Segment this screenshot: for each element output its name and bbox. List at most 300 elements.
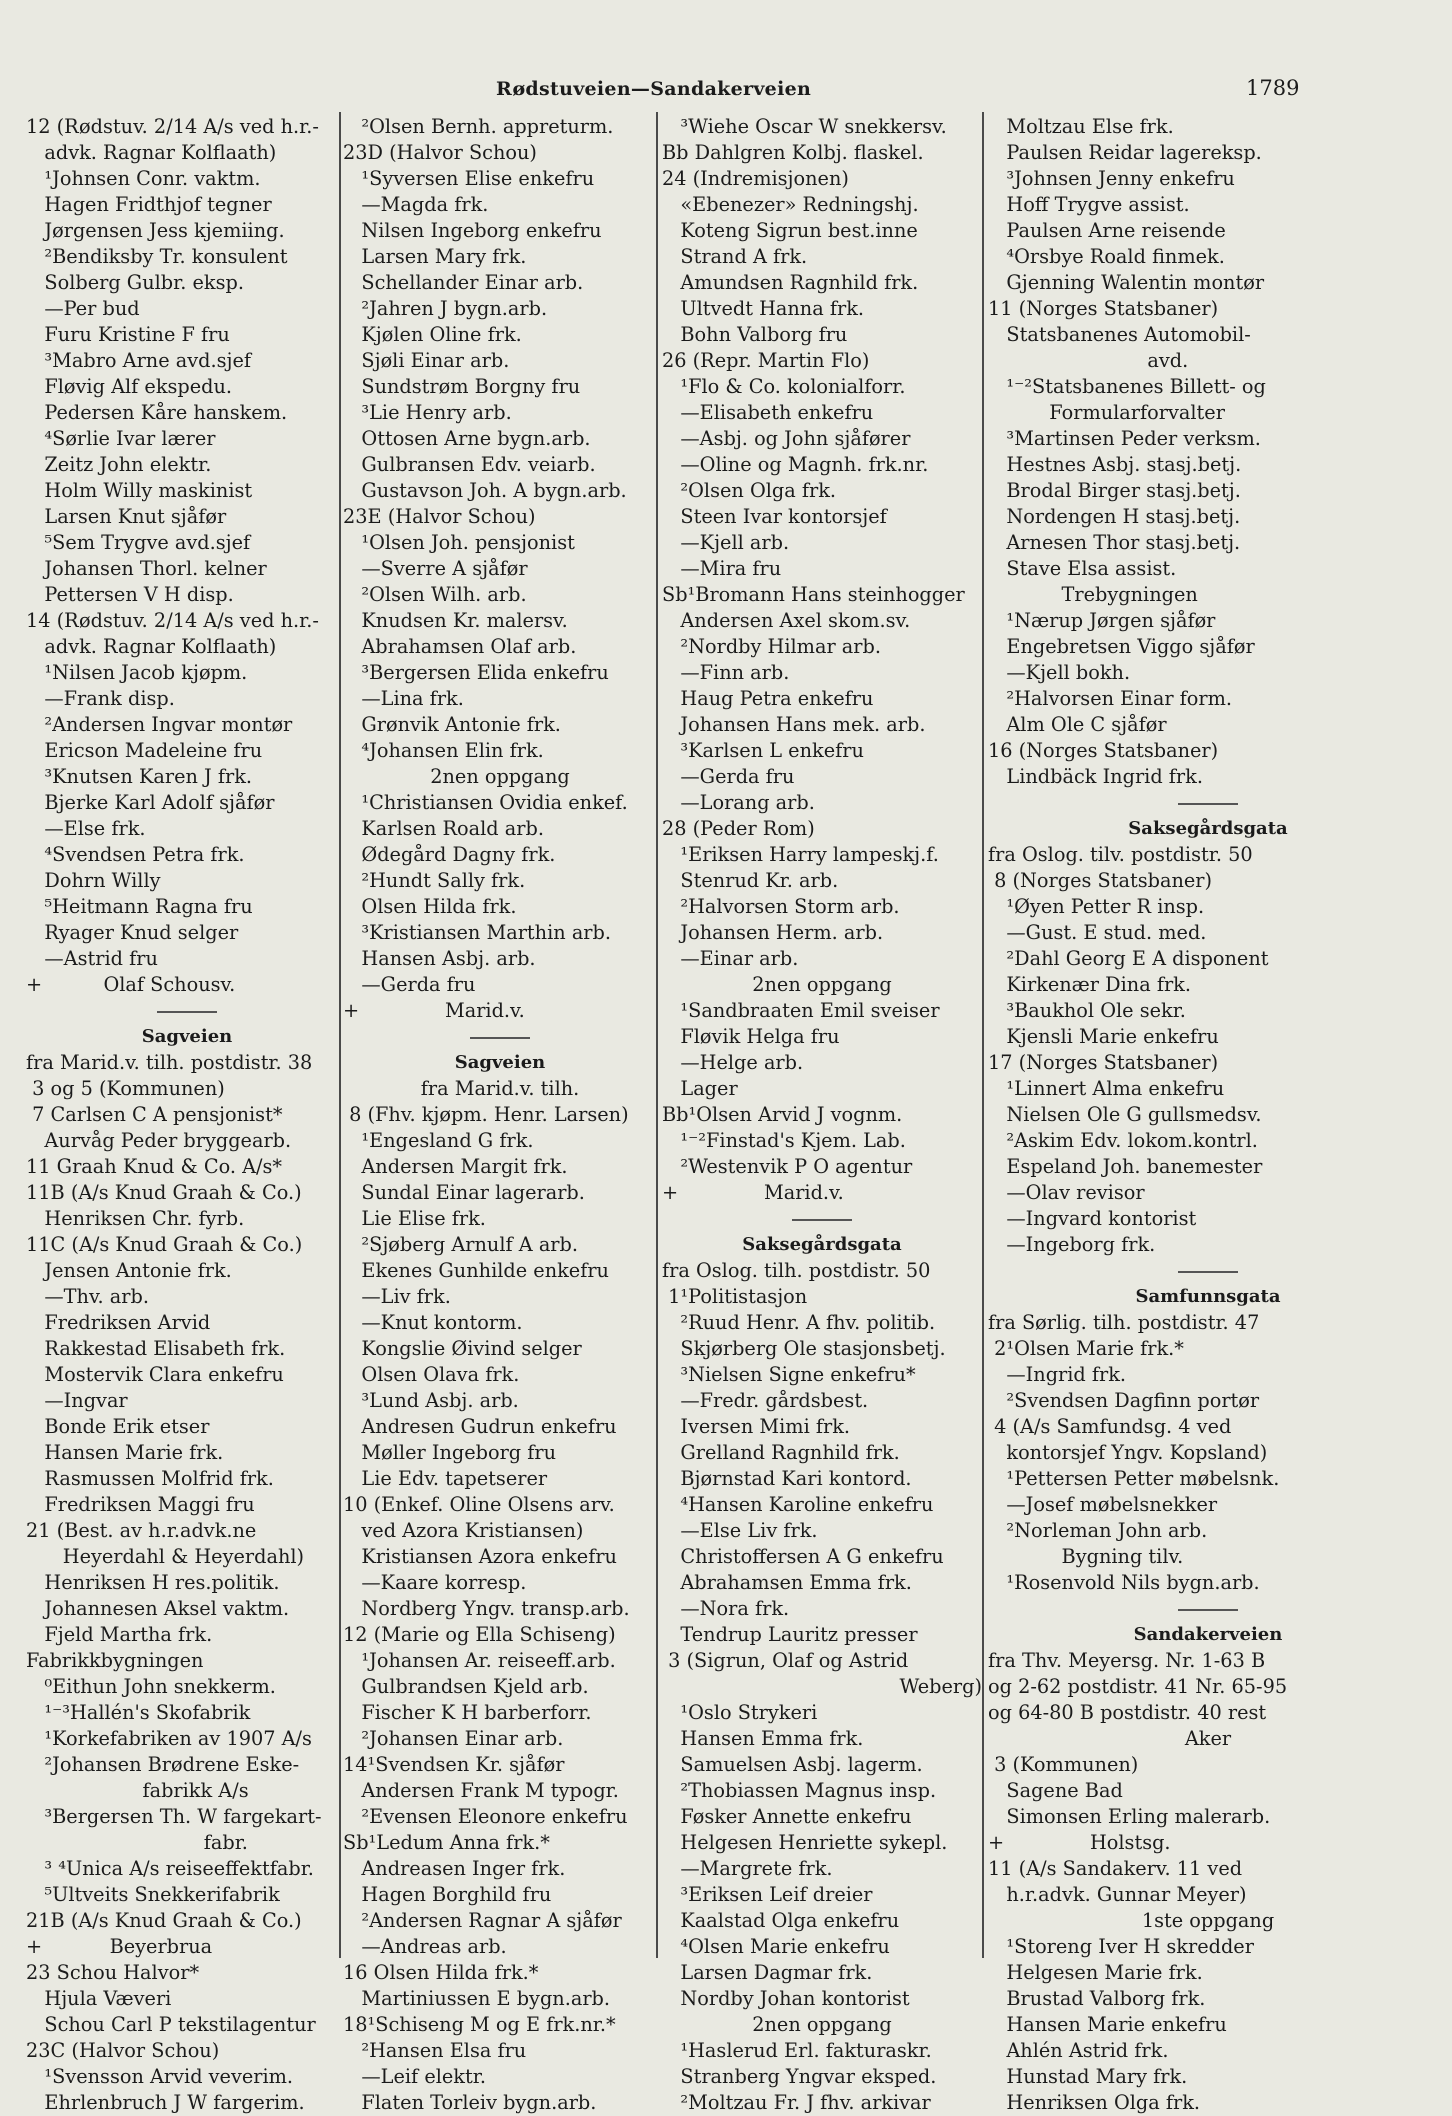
directory-entry: ³Kristiansen Marthin arb.: [343, 921, 611, 944]
directory-entry: —Else frk.: [26, 817, 146, 840]
directory-entry: Arnesen Thor stasj.betj.: [988, 531, 1241, 554]
directory-entry: Furu Kristine F fru: [26, 323, 230, 346]
directory-entry: og 2-62 postdistr. 41 Nr. 65-95: [988, 1675, 1288, 1698]
directory-entry: Haug Petra enkefru: [662, 687, 874, 710]
directory-entry: —Sverre A sjåfør: [343, 557, 528, 580]
directory-entry: Føsker Annette enkefru: [662, 1805, 912, 1828]
street-heading: Sagveien: [454, 1052, 546, 1073]
directory-entry: —Ingvard kontorist: [988, 1207, 1197, 1230]
directory-entry: Stave Elsa assist.: [988, 557, 1177, 580]
directory-entry: Andersen Margit frk.: [343, 1155, 568, 1178]
directory-entry: —Ingvar: [26, 1389, 128, 1412]
directory-entry: ¹⁻²Statsbanenes Billett- og: [988, 375, 1266, 398]
directory-entry: 17 (Norges Statsbaner): [988, 1051, 1219, 1074]
directory-entry: 11 Graah Knud & Co. A/s*: [26, 1155, 283, 1178]
directory-entry: ¹Syversen Elise enkefru: [343, 167, 595, 190]
directory-entry: ²Moltzau Fr. J fhv. arkivar: [662, 2091, 931, 2114]
directory-entry: Gustavson Joh. A bygn.arb.: [343, 479, 627, 502]
directory-entry: Hansen Emma frk.: [662, 1727, 864, 1750]
directory-entry: 21B (A/s Knud Graah & Co.): [26, 1909, 302, 1932]
directory-entry: Koteng Sigrun best.inne: [662, 219, 918, 242]
directory-entry: ¹Johnsen Conr. vaktm.: [26, 167, 261, 190]
directory-entry: Hagen Borghild fru: [343, 1883, 552, 1906]
directory-entry: 2¹Olsen Marie frk.*: [988, 1337, 1184, 1360]
directory-entry: Ottosen Arne bygn.arb.: [343, 427, 591, 450]
directory-entry: ⁰Eithun John snekkerm.: [26, 1675, 276, 1698]
section-divider: [988, 1596, 1428, 1622]
directory-entry: 12 (Rødstuv. 2/14 A/s ved h.r.-: [26, 115, 319, 138]
directory-entry: Fredriksen Arvid: [26, 1311, 211, 1334]
directory-entry: Sagene Bad: [988, 1779, 1123, 1802]
directory-entry: Fjeld Martha frk.: [26, 1623, 213, 1646]
directory-entry: 23E (Halvor Schou): [343, 505, 536, 528]
directory-entry: Bb Dahlgren Kolbj. flaskel.: [662, 141, 924, 164]
directory-entry: Helgesen Marie frk.: [988, 1961, 1203, 1984]
street-heading: Sandakerveien: [1133, 1624, 1283, 1645]
section-divider: [343, 1024, 657, 1050]
directory-entry: ²Jahren J bygn.arb.: [343, 297, 548, 320]
directory-entry: —Kaare korresp.: [343, 1571, 527, 1594]
directory-entry: —Ingeborg frk.: [988, 1233, 1156, 1256]
directory-entry: Statsbanenes Automobil-: [988, 323, 1251, 346]
directory-entry: —Gust. E stud. med.: [988, 921, 1207, 944]
directory-entry: ³Bergersen Th. W fargekart-: [26, 1805, 322, 1828]
directory-entry: 3 og 5 (Kommunen): [26, 1077, 225, 1100]
directory-entry: ⁴Orsbye Roald finmek.: [988, 245, 1225, 268]
directory-entry: Andersen Axel skom.sv.: [662, 609, 911, 632]
directory-entry: ²Hansen Elsa fru: [343, 2039, 527, 2062]
directory-entry: 18¹Schiseng M og E frk.nr.*: [343, 2013, 616, 2036]
directory-entry: ²Halvorsen Storm arb.: [662, 895, 900, 918]
directory-entry: —Nora frk.: [662, 1597, 790, 1620]
directory-entry: Trebygningen: [988, 583, 1198, 606]
directory-column-1: [26, 114, 348, 2116]
directory-entry: Gjenning Walentin montør: [988, 271, 1265, 294]
directory-entry: ¹Pettersen Petter møbelsnk.: [988, 1467, 1280, 1490]
directory-entry: Lie Elise frk.: [343, 1207, 486, 1230]
directory-entry: 11 (A/s Sandakerv. 11 ved: [988, 1857, 1243, 1880]
directory-entry: Brustad Valborg frk.: [988, 1987, 1206, 2010]
directory-entry: ¹Øyen Petter R insp.: [988, 895, 1205, 918]
directory-entry: ⁴Sørlie Ivar lærer: [26, 427, 216, 450]
directory-entry: 28 (Peder Rom): [662, 817, 815, 840]
directory-entry: ¹Nærup Jørgen sjåfør: [988, 609, 1216, 632]
directory-entry: —Olav revisor: [988, 1181, 1145, 1204]
directory-entry: Hestnes Asbj. stasj.betj.: [988, 453, 1242, 476]
directory-entry: og 64-80 B postdistr. 40 rest: [988, 1701, 1267, 1724]
directory-entry: Aker: [1184, 1727, 1232, 1750]
column-divider: [982, 112, 984, 1958]
street-heading: Saksegårdsgata: [742, 1234, 902, 1255]
directory-entry: Gulbrandsen Kjeld arb.: [343, 1675, 589, 1698]
directory-entry: ³Martinsen Peder verksm.: [988, 427, 1261, 450]
section-divider: [988, 1258, 1428, 1284]
directory-entry: —Fredr. gårdsbest.: [662, 1389, 869, 1412]
directory-entry: ⁵Ultveits Snekkerifabrik: [26, 1883, 280, 1906]
directory-entry: Ehrlenbruch J W fargerim.: [26, 2091, 305, 2114]
directory-entry: Grønvik Antonie frk.: [343, 713, 561, 736]
directory-entry: Moltzau Else frk.: [988, 115, 1174, 138]
directory-entry: Fløvik Helga fru: [662, 1025, 840, 1048]
directory-entry: Stenrud Kr. arb.: [662, 869, 839, 892]
directory-column-3: [662, 114, 982, 2116]
directory-entry: ²Norleman John arb.: [988, 1519, 1208, 1542]
directory-entry: Stranberg Yngvar eksped.: [662, 2065, 937, 2088]
directory-entry: Kjølen Oline frk.: [343, 323, 522, 346]
directory-entry: Pedersen Kåre hanskem.: [26, 401, 288, 424]
directory-entry: Mostervik Clara enkefru: [26, 1363, 284, 1386]
directory-entry: Heyerdahl & Heyerdahl): [26, 1545, 305, 1568]
directory-entry: Kristiansen Azora enkefru: [343, 1545, 617, 1568]
directory-entry: ²Svendsen Dagfinn portør: [988, 1389, 1260, 1412]
directory-entry: ³Lie Henry arb.: [343, 401, 512, 424]
directory-entry: ²Olsen Wilh. arb.: [343, 583, 527, 606]
directory-entry: Kirkenær Dina frk.: [988, 973, 1191, 996]
directory-entry: Grelland Ragnhild frk.: [662, 1441, 900, 1464]
directory-entry: 4 (A/s Samfundsg. 4 ved: [988, 1415, 1232, 1438]
directory-entry: Andersen Frank M typogr.: [343, 1779, 619, 1802]
directory-entry: Henriksen H res.politik.: [26, 1571, 280, 1594]
directory-entry: —Magda frk.: [343, 193, 489, 216]
directory-entry: ²Askim Edv. lokom.kontrl.: [988, 1129, 1258, 1152]
directory-entry: Formularforvalter: [988, 401, 1225, 424]
directory-entry: Solberg Gulbr. eksp.: [26, 271, 244, 294]
directory-entry: Tendrup Lauritz presser: [662, 1623, 918, 1646]
directory-entry: ²Halvorsen Einar form.: [988, 687, 1233, 710]
directory-entry: Ericson Madeleine fru: [26, 739, 263, 762]
directory-entry: —Asbj. og John sjåfører: [662, 427, 911, 450]
directory-entry: Simonsen Erling malerarb.: [988, 1805, 1271, 1828]
directory-entry: ³Wiehe Oscar W snekkersv.: [662, 115, 947, 138]
directory-entry: ²Dahl Georg E A disponent: [988, 947, 1269, 970]
section-divider: [26, 998, 348, 1024]
directory-entry: ⁵Sem Trygve avd.sjef: [26, 531, 251, 554]
directory-entry: ¹⁻²Finstad's Kjem. Lab.: [662, 1129, 906, 1152]
directory-entry: ³Bergersen Elida enkefru: [343, 661, 609, 684]
directory-entry: —Gerda fru: [343, 973, 476, 996]
directory-entry: Ødegård Dagny frk.: [343, 843, 556, 866]
directory-entry: ¹⁻³Hallén's Skofabrik: [26, 1701, 251, 1724]
directory-entry: Nordengen H stasj.betj.: [988, 505, 1241, 528]
directory-entry: Strand A frk.: [662, 245, 808, 268]
directory-entry: fabrikk A/s: [26, 1779, 249, 1802]
directory-entry: Hunstad Mary frk.: [988, 2065, 1188, 2088]
directory-entry: Flaten Torleiv bygn.arb.: [343, 2091, 597, 2114]
directory-entry: + Marid.v.: [343, 999, 525, 1022]
directory-entry: Holm Willy maskinist: [26, 479, 253, 502]
directory-entry: Sjøli Einar arb.: [343, 349, 510, 372]
directory-entry: Kaalstad Olga enkefru: [662, 1909, 900, 1932]
section-divider: [988, 790, 1428, 816]
directory-entry: Bohn Valborg fru: [662, 323, 848, 346]
directory-entry: ²Nordby Hilmar arb.: [662, 635, 881, 658]
directory-entry: ¹Nilsen Jacob kjøpm.: [26, 661, 248, 684]
directory-entry: + Beyerbrua: [26, 1935, 213, 1958]
directory-entry: ¹Sandbraaten Emil sveiser: [662, 999, 940, 1022]
directory-entry: ²Andersen Ingvar montør: [26, 713, 293, 736]
street-heading: Samfunnsgata: [1135, 1286, 1281, 1307]
directory-entry: Møller Ingeborg fru: [343, 1441, 557, 1464]
directory-entry: advk. Ragnar Kolflaath): [26, 141, 277, 164]
directory-entry: Lindbäck Ingrid frk.: [988, 765, 1203, 788]
directory-entry: ³ ⁴Unica A/s reiseeffektfabr.: [26, 1857, 314, 1880]
directory-entry: ²Olsen Olga frk.: [662, 479, 837, 502]
directory-entry: + Olaf Schousv.: [26, 973, 236, 996]
directory-entry: Bonde Erik etser: [26, 1415, 210, 1438]
directory-entry: —Leif elektr.: [343, 2065, 486, 2088]
directory-entry: Rasmussen Molfrid frk.: [26, 1467, 274, 1490]
directory-entry: 1ste oppgang: [1141, 1909, 1275, 1932]
directory-entry: Ekenes Gunhilde enkefru: [343, 1259, 609, 1282]
directory-entry: Nielsen Ole G gullsmedsv.: [988, 1103, 1262, 1126]
directory-entry: «Ebenezer» Redningshj.: [662, 193, 919, 216]
directory-entry: ¹Rosenvold Nils bygn.arb.: [988, 1571, 1260, 1594]
directory-entry: Nordby Johan kontorist: [662, 1987, 910, 2010]
directory-entry: Nilsen Ingeborg enkefru: [343, 219, 602, 242]
directory-entry: ²Westenvik P O agentur: [662, 1155, 913, 1178]
directory-entry: ³Nielsen Signe enkefru*: [662, 1363, 916, 1386]
directory-entry: 11 (Norges Statsbaner): [988, 297, 1219, 320]
directory-column-4: [988, 114, 1428, 2116]
directory-entry: Lager: [662, 1077, 738, 1100]
directory-entry: ¹Linnert Alma enkefru: [988, 1077, 1225, 1100]
directory-entry: Engebretsen Viggo sjåfør: [988, 635, 1255, 658]
directory-entry: Gulbransen Edv. veiarb.: [343, 453, 596, 476]
directory-entry: —Einar arb.: [662, 947, 799, 970]
directory-entry: Bjørnstad Kari kontord.: [662, 1467, 912, 1490]
directory-entry: Fischer K H barberforr.: [343, 1701, 592, 1724]
directory-entry: Johansen Herm. arb.: [662, 921, 884, 944]
directory-entry: Paulsen Arne reisende: [988, 219, 1226, 242]
directory-entry: Paulsen Reidar lagereksp.: [988, 141, 1262, 164]
directory-entry: —Astrid fru: [26, 947, 158, 970]
directory-entry: —Finn arb.: [662, 661, 790, 684]
directory-entry: ²Johansen Brødrene Eske-: [26, 1753, 300, 1776]
directory-entry: ved Azora Kristiansen): [343, 1519, 584, 1542]
page-header: [0, 78, 1452, 108]
directory-entry: ³Lund Asbj. arb.: [343, 1389, 519, 1412]
directory-entry: Larsen Knut sjåfør: [26, 505, 227, 528]
directory-entry: Ryager Knud selger: [26, 921, 239, 944]
directory-entry: ²Johansen Einar arb.: [343, 1727, 564, 1750]
directory-entry: —Lorang arb.: [662, 791, 815, 814]
directory-entry: fra Oslog. tilv. postdistr. 50: [988, 843, 1253, 866]
directory-entry: Larsen Dagmar frk.: [662, 1961, 873, 1984]
directory-entry: —Else Liv frk.: [662, 1519, 818, 1542]
directory-entry: 21 (Best. av h.r.advk.ne: [26, 1519, 257, 1542]
directory-entry: Dohrn Willy: [26, 869, 161, 892]
directory-entry: Kongslie Øivind selger: [343, 1337, 582, 1360]
directory-entry: ²Hundt Sally frk.: [343, 869, 526, 892]
page-number: 1789: [1246, 76, 1300, 100]
directory-entry: Ultvedt Hanna frk.: [662, 297, 865, 320]
directory-entry: —Frank disp.: [26, 687, 175, 710]
directory-entry: ¹Johansen Ar. reiseeff.arb.: [343, 1649, 616, 1672]
directory-entry: —Liv frk.: [343, 1285, 451, 1308]
directory-entry: 1¹Politistasjon: [662, 1285, 808, 1308]
directory-entry: Nordberg Yngv. transp.arb.: [343, 1597, 630, 1620]
directory-entry: Hansen Marie enkefru: [988, 2013, 1227, 2036]
directory-entry: ²Sjøberg Arnulf A arb.: [343, 1233, 578, 1256]
directory-entry: Sb¹Bromann Hans steinhogger: [662, 583, 965, 606]
directory-entry: Rakkestad Elisabeth frk.: [26, 1337, 286, 1360]
directory-entry: ¹Flo & Co. kolonialforr.: [662, 375, 906, 398]
directory-entry: Schou Carl P tekstilagentur: [26, 2013, 316, 2036]
directory-entry: Bb¹Olsen Arvid J vognm.: [662, 1103, 903, 1126]
directory-entry: Andreasen Inger frk.: [343, 1857, 566, 1880]
directory-entry: Karlsen Roald arb.: [343, 817, 544, 840]
directory-entry: Johansen Thorl. kelner: [26, 557, 267, 580]
street-heading: Sagveien: [141, 1026, 233, 1047]
directory-entry: 3 (Sigrun, Olaf og Astrid: [662, 1649, 909, 1672]
directory-entry: ²Bendiksby Tr. konsulent: [26, 245, 288, 268]
directory-entry: 2nen oppgang: [752, 973, 892, 996]
directory-entry: Henriksen Chr. fyrb.: [26, 1207, 245, 1230]
directory-entry: avd.: [988, 349, 1189, 372]
directory-entry: Kjensli Marie enkefru: [988, 1025, 1219, 1048]
directory-entry: h.r.advk. Gunnar Meyer): [988, 1883, 1247, 1906]
directory-entry: 26 (Repr. Martin Flo): [662, 349, 870, 372]
directory-entry: Fabrikkbygningen: [26, 1649, 204, 1672]
directory-entry: ²Evensen Eleonore enkefru: [343, 1805, 628, 1828]
directory-entry: Espeland Joh. banemester: [988, 1155, 1263, 1178]
directory-entry: Steen Ivar kontorsjef: [662, 505, 887, 528]
directory-entry: + Holstsg.: [988, 1831, 1171, 1854]
directory-entry: ²Thobiassen Magnus insp.: [662, 1779, 937, 1802]
directory-entry: ⁴Olsen Marie enkefru: [662, 1935, 890, 1958]
directory-entry: ¹Korkefabriken av 1907 A/s: [26, 1727, 312, 1750]
directory-entry: 16 Olsen Hilda frk.*: [343, 1961, 539, 1984]
directory-entry: Sb¹Ledum Anna frk.*: [343, 1831, 550, 1854]
directory-entry: + Marid.v.: [662, 1181, 844, 1204]
directory-entry: —Andreas arb.: [343, 1935, 507, 1958]
directory-entry: ¹Olsen Joh. pensjonist: [343, 531, 575, 554]
directory-entry: 23C (Halvor Schou): [26, 2039, 220, 2062]
directory-entry: Zeitz John elektr.: [26, 453, 212, 476]
directory-entry: Lie Edv. tapetserer: [343, 1467, 548, 1490]
directory-entry: —Ingrid frk.: [988, 1363, 1127, 1386]
directory-entry: ¹Eriksen Harry lampeskj.f.: [662, 843, 939, 866]
directory-entry: Henriksen Olga frk.: [988, 2091, 1201, 2114]
directory-entry: ¹Oslo Strykeri: [662, 1701, 818, 1724]
directory-entry: Abrahamsen Olaf arb.: [343, 635, 577, 658]
directory-column-2: [343, 114, 657, 2116]
directory-entry: —Gerda fru: [662, 765, 795, 788]
directory-entry: Hoff Trygve assist.: [988, 193, 1190, 216]
directory-entry: ²Olsen Bernh. appreturm.: [343, 115, 614, 138]
directory-entry: Samuelsen Asbj. lagerm.: [662, 1753, 923, 1776]
directory-entry: Skjørberg Ole stasjonsbetj.: [662, 1337, 946, 1360]
directory-entry: Olsen Hilda frk.: [343, 895, 517, 918]
directory-entry: fra Marid.v. tilh.: [420, 1077, 580, 1100]
directory-entry: 7 Carlsen C A pensjonist*: [26, 1103, 283, 1126]
directory-entry: Sundstrøm Borgny fru: [343, 375, 581, 398]
directory-entry: ⁵Heitmann Ragna fru: [26, 895, 253, 918]
directory-entry: 2nen oppgang: [752, 2013, 892, 2036]
directory-entry: 23D (Halvor Schou): [343, 141, 537, 164]
directory-entry: Iversen Mimi frk.: [662, 1415, 851, 1438]
directory-entry: Schellander Einar arb.: [343, 271, 584, 294]
directory-entry: fra Thv. Meyersg. Nr. 1-63 B: [988, 1649, 1266, 1672]
directory-entry: —Oline og Magnh. frk.nr.: [662, 453, 929, 476]
directory-entry: ²Ruud Henr. A fhv. politib.: [662, 1311, 936, 1334]
directory-entry: —Per bud: [26, 297, 140, 320]
directory-entry: ²Andersen Ragnar A sjåfør: [343, 1909, 622, 1932]
directory-entry: Johannesen Aksel vaktm.: [26, 1597, 290, 1620]
section-divider: [662, 1206, 982, 1232]
directory-entry: Jensen Antonie frk.: [26, 1259, 232, 1282]
directory-entry: ⁴Johansen Elin frk.: [343, 739, 544, 762]
directory-entry: ¹Svensson Arvid veverim.: [26, 2065, 294, 2088]
directory-entry: fra Marid.v. tilh. postdistr. 38: [26, 1051, 313, 1074]
directory-entry: 16 (Norges Statsbaner): [988, 739, 1219, 762]
directory-entry: Aurvåg Peder bryggearb.: [26, 1129, 292, 1152]
directory-entry: Abrahamsen Emma frk.: [662, 1571, 912, 1594]
directory-entry: ⁴Svendsen Petra frk.: [26, 843, 245, 866]
directory-entry: Weberg): [899, 1675, 982, 1698]
directory-entry: —Lina frk.: [343, 687, 464, 710]
directory-entry: —Kjell bokh.: [988, 661, 1131, 684]
directory-entry: ¹Haslerud Erl. fakturaskr.: [662, 2039, 932, 2062]
directory-entry: Larsen Mary frk.: [343, 245, 527, 268]
directory-entry: Johansen Hans mek. arb.: [662, 713, 926, 736]
directory-entry: kontorsjef Yngv. Kopsland): [988, 1441, 1268, 1464]
directory-entry: ³Karlsen L enkefru: [662, 739, 864, 762]
directory-entry: Brodal Birger stasj.betj.: [988, 479, 1241, 502]
directory-entry: Bygning tilv.: [988, 1545, 1184, 1568]
directory-entry: fabr.: [26, 1831, 248, 1854]
directory-entry: fra Sørlig. tilh. postdistr. 47: [988, 1311, 1260, 1334]
running-title: Rødstuveien—Sandakerveien: [496, 78, 812, 100]
directory-entry: ³Knutsen Karen J frk.: [26, 765, 253, 788]
directory-entry: Ahlén Astrid frk.: [988, 2039, 1169, 2062]
directory-entry: —Knut kontorm.: [343, 1311, 523, 1334]
directory-entry: Fredriksen Maggi fru: [26, 1493, 255, 1516]
directory-entry: ³Mabro Arne avd.sjef: [26, 349, 252, 372]
directory-entry: —Mira fru: [662, 557, 782, 580]
directory-entry: —Margrete frk.: [662, 1857, 833, 1880]
directory-entry: Hjula Væveri: [26, 1987, 172, 2010]
directory-entry: Pettersen V H disp.: [26, 583, 234, 606]
directory-entry: Knudsen Kr. malersv.: [343, 609, 568, 632]
directory-entry: Martiniussen E bygn.arb.: [343, 1987, 611, 2010]
directory-entry: 11B (A/s Knud Graah & Co.): [26, 1181, 302, 1204]
directory-entry: Helgesen Henriette sykepl.: [662, 1831, 948, 1854]
directory-entry: 11C (A/s Knud Graah & Co.): [26, 1233, 303, 1256]
directory-entry: ¹Christiansen Ovidia enkef.: [343, 791, 628, 814]
directory-entry: 12 (Marie og Ella Schiseng): [343, 1623, 616, 1646]
directory-entry: advk. Ragnar Kolflaath): [26, 635, 277, 658]
directory-entry: 23 Schou Halvor*: [26, 1961, 200, 1984]
directory-entry: Hansen Asbj. arb.: [343, 947, 536, 970]
directory-entry: 14 (Rødstuv. 2/14 A/s ved h.r.-: [26, 609, 319, 632]
directory-entry: ⁴Hansen Karoline enkefru: [662, 1493, 934, 1516]
directory-entry: Christoffersen A G enkefru: [662, 1545, 944, 1568]
directory-entry: 10 (Enkef. Oline Olsens arv.: [343, 1493, 615, 1516]
street-heading: Saksegårdsgata: [1128, 818, 1288, 839]
directory-entry: 3 (Kommunen): [988, 1753, 1139, 1776]
directory-entry: Olsen Olava frk.: [343, 1363, 520, 1386]
directory-entry: 8 (Fhv. kjøpm. Henr. Larsen): [343, 1103, 629, 1126]
directory-entry: Sundal Einar lagerarb.: [343, 1181, 585, 1204]
directory-entry: ³Johnsen Jenny enkefru: [988, 167, 1235, 190]
directory-entry: Hagen Fridthjof tegner: [26, 193, 272, 216]
directory-entry: Jørgensen Jess kjemiing.: [26, 219, 285, 242]
directory-entry: Bjerke Karl Adolf sjåfør: [26, 791, 275, 814]
directory-entry: —Thv. arb.: [26, 1285, 149, 1308]
directory-entry: —Elisabeth enkefru: [662, 401, 874, 424]
directory-entry: fra Oslog. tilh. postdistr. 50: [662, 1259, 931, 1282]
